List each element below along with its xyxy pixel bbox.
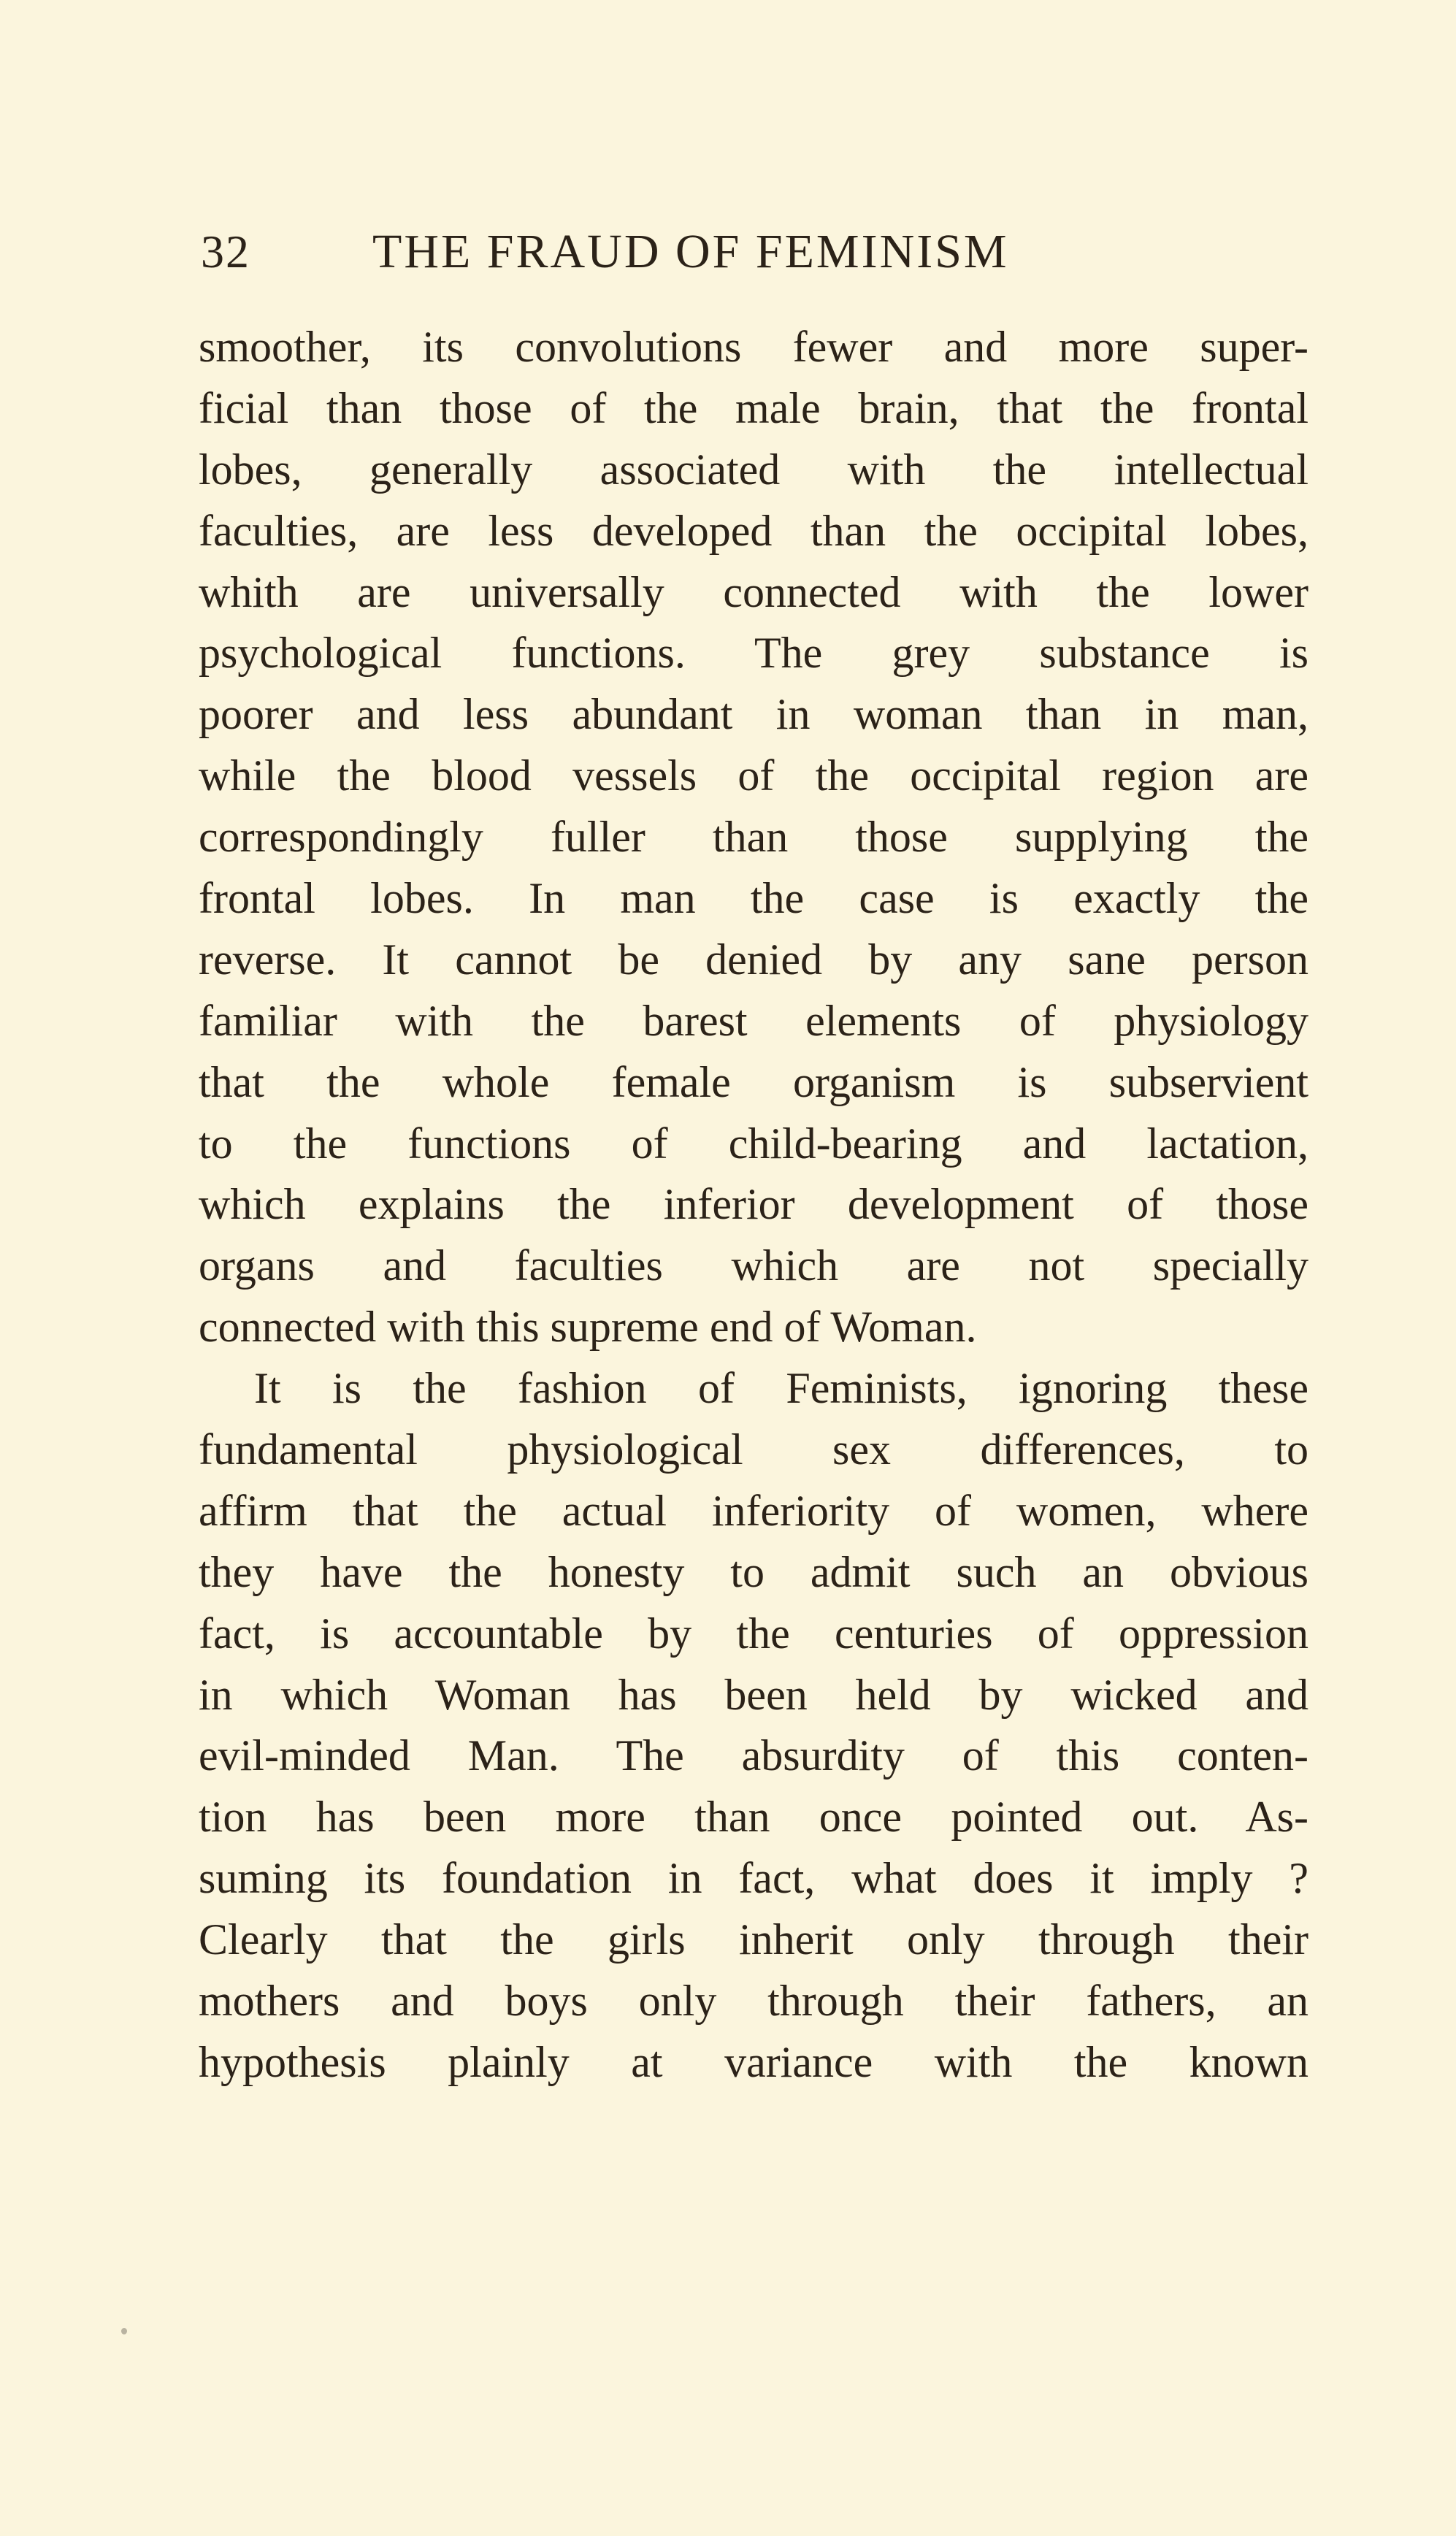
- text-line: that the whole female organism is subservient: [199, 1057, 1309, 1106]
- text-line: whith are universally connected with the lower: [199, 567, 1309, 616]
- text-line: they have the honesty to admit such an obvious: [199, 1547, 1309, 1596]
- text-line: Clearly that the girls inherit only through their: [199, 1915, 1309, 1964]
- text-line: which explains the inferior development of those: [199, 1180, 1309, 1229]
- paragraph-2: [199, 1358, 1309, 2093]
- running-title: THE FRAUD OF FEMINISM: [372, 225, 1009, 278]
- text-line: suming its foundation in fact, what does it imply ?: [199, 1854, 1309, 1903]
- text-line: in which Woman has been held by wicked and: [199, 1670, 1309, 1719]
- text-line: affirm that the actual inferiority of women, where: [199, 1486, 1309, 1535]
- text-line: smoother, its convolutions fewer and more super-: [199, 323, 1309, 371]
- text-line: fact, is accountable by the centuries of oppression: [199, 1609, 1309, 1658]
- text-line: evil-minded Man. The absurdity of this conten-: [199, 1731, 1309, 1780]
- text-line: reverse. It cannot be denied by any sane person: [199, 935, 1309, 984]
- text-line: faculties, are less developed than the occipital lobes,: [199, 506, 1309, 555]
- text-line: to the functions of child-bearing and lactation,: [199, 1119, 1309, 1168]
- text-line: hypothesis plainly at variance with the known: [199, 2037, 1309, 2086]
- page-number: 32: [201, 226, 250, 277]
- text-line: mothers and boys only through their fathers, an: [199, 1977, 1309, 2026]
- text-line: ficial than those of the male brain, that the frontal: [199, 383, 1309, 432]
- text-line: lobes, generally associated with the intellectual: [199, 445, 1309, 494]
- text-line: connected with this supreme end of Woman.: [199, 1303, 977, 1352]
- paper-speck: [121, 2328, 127, 2334]
- text-line: frontal lobes. In man the case is exactly the: [199, 874, 1309, 923]
- text-line: fundamental physiological sex differences, to: [199, 1425, 1309, 1474]
- text-line: psychological functions. The grey substance is: [199, 629, 1309, 678]
- text-line: while the blood vessels of the occipital region are: [199, 751, 1309, 800]
- text-line: poorer and less abundant in woman than in man,: [199, 690, 1309, 739]
- text-line: tion has been more than once pointed out. As-: [199, 1793, 1309, 1842]
- text-line: familiar with the barest elements of physiology: [199, 996, 1309, 1045]
- paragraph-1: [199, 317, 1309, 1358]
- text-line: correspondingly fuller than those supplying the: [199, 813, 1309, 862]
- text-line: organs and faculties which are not specially: [199, 1241, 1309, 1290]
- body-text: [199, 317, 1309, 2093]
- text-line: It is the fashion of Feminists, ignoring these: [254, 1364, 1309, 1413]
- page-header: [201, 212, 1311, 292]
